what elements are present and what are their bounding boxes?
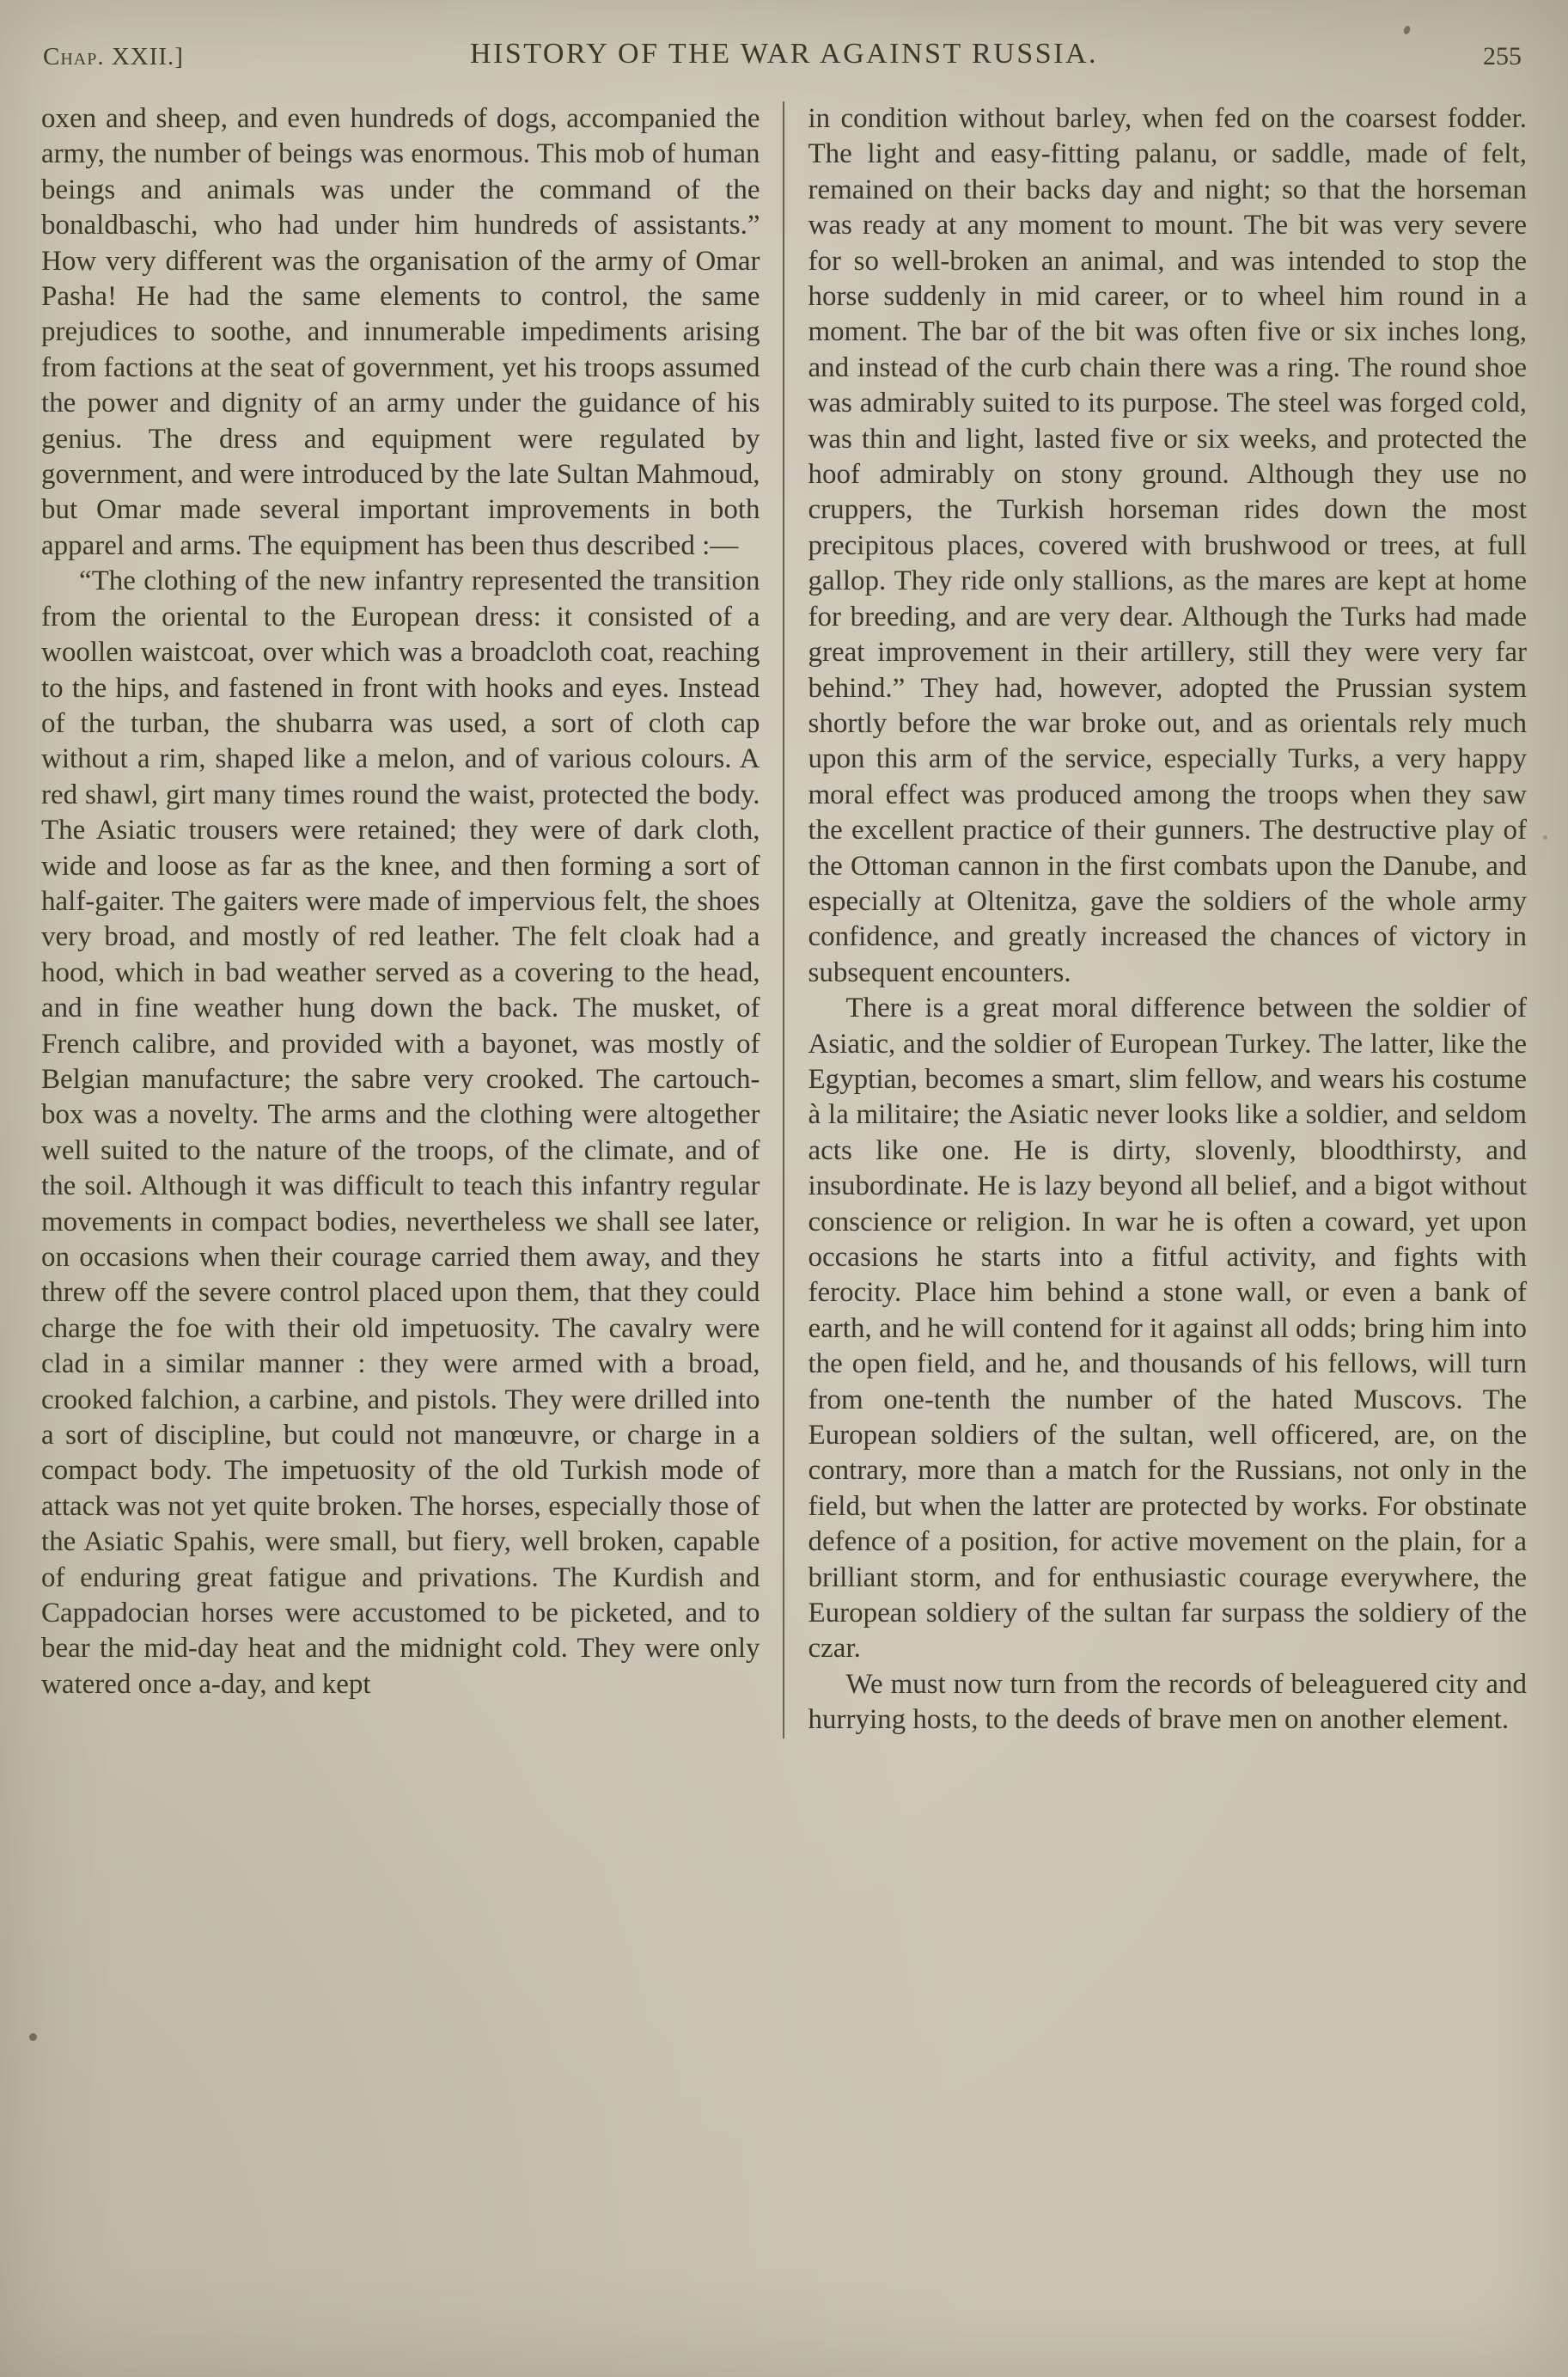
paragraph: There is a great moral difference between the soldier of Asiatic, and the soldier of European Turkey. The latter, like the Egyptian, becomes a smart, slim fellow, and wears his costume à la militaire; the Asiatic never looks like a soldier, and seldom acts like one. He is dirty, slovenly, bloodthirsty, and insubordinate. He is lazy beyond all belief, and a bigot without conscience or religion. In war he is often a coward, yet upon occasions he starts into a fitful activity, and fights with ferocity. Place him behind a stone wall, or even a bank of earth, and he will contend for it against all odds; bring him into the open field, and he, and thousands of his fellows, will turn from one-tenth the number of the hated Muscovs. The European soldiers of the sultan, well officered, are, on the contrary, more than a match for the Russians, not only in the field, but when the latter are protected by works. For obstinate defence of a position, for active movement on the plain, for a brilliant storm, and for enthusiastic courage everywhere, the European soldiery of the sultan far surpass the soldiery of the czar. [808,993,1527,1665]
scan-speck [1543,835,1547,840]
page-header [41,36,1527,76]
paragraph: “The clothing of the new infantry represented the transition from the oriental to the European dress: it consisted of a woollen waistcoat, over which was a broadcloth coat, reaching to the hips, and fastened in front with hooks and eyes. Instead of the turban, the shubarra was used, a sort of cloth cap without a rim, shaped like a melon, and of various colours. A red shawl, girt many times round the waist, protected the body. The Asiatic trousers were retained; they were of dark cloth, wide and loose as far as the knee, and then forming a sort of half-gaiter. The gaiters were made of impervious felt, the shoes very broad, and mostly of red leather. The felt cloak had a hood, which in bad weather served as a covering to the head, and in fine weather hung down the back. The musket, of French calibre, and provided with a bayonet, was mostly of Belgian manufacture; the sabre very crooked. The cartouch-box was a novelty. The arms and the clothing were altogether well suited to the nature of the troops, of the climate, and of the soil. Although it was difficult to teach this infantry regular movements in compact bodies, nevertheless we shall see later, on occasions when their courage carried them away, and they threw off the severe control placed upon them, that they could charge the foe with their old impetuosity. The cavalry were clad in a similar manner : they were armed with a broad, crooked falchion, a carbine, and pistols. They were drilled into a sort of discipline, but could not manœuvre, or charge in a compact body. The impetuosity of the old Turkish mode of attack was not yet quite broken. The horses, especially those of the Asiatic Spahis, were small, but fiery, well broken, capable of enduring great fatigue and privations. The Kurdish and Cappadocian horses were accustomed to be picketed, and to bear the mid-day heat and the midnight cold. They were only watered once a-day, and kept [41,565,760,1700]
paragraph-continuation: in condition without barley, when fed on the coarsest fodder. The light and easy-fitting palanu, or saddle, made of felt, remained on their backs day and night; so that the horseman was ready at any moment to mount. The bit was very severe for so well-broken an animal, and was intended to stop the horse suddenly in mid career, or to wheel him round in a moment. The bar of the bit was often five or six inches long, and instead of the curb chain there was a ring. The round shoe was admirably suited to its purpose. The steel was forged cold, was thin and light, lasted five or six weeks, and protected the hoof admirably on stony ground. Although they use no cruppers, the Turkish horseman rides down the most precipitous places, covered with brushwood or trees, at full gallop. They ride only stallions, as the mares are kept at home for breeding, and are very dear. Although the Turks had made great improvement in their artillery, still they were very far behind.” They had, however, adopted the Prussian system shortly before the war broke out, and as orientals rely much upon this arm of the service, especially Turks, a very happy moral effect was produced among the troops when they saw the excellent practice of their gunners. The destructive play of the Ottoman cannon in the first combats upon the Danube, and especially at Oltenitza, gave the soldiers of the whole army confidence, and greatly increased the chances of victory in subsequent encounters. [808,103,1527,988]
scan-speck [29,2033,37,2041]
scan-speck [1403,25,1412,35]
page-number: 255 [1483,42,1522,70]
chapter-label: Chap. XXII.] [43,43,184,70]
left-column [41,101,783,1738]
right-column [784,101,1528,1738]
paragraph: We must now turn from the records of beleaguered city and hurrying hosts, to the deeds of brave men on another element. [808,1668,1527,1736]
text-columns [41,101,1527,1738]
running-title: HISTORY OF THE WAR AGAINST RUSSIA. [469,38,1099,70]
paragraph-continuation: oxen and sheep, and even hundreds of dogs, accompanied the army, the number of beings was enormous. This mob of human beings and animals was under the command of the bonaldbaschi, who had under him hundreds of assistants.” How very different was the organisation of the army of Omar Pasha! He had the same elements to control, the same prejudices to soothe, and innumerable impediments arising from factions at the seat of government, yet his troops assumed the power and dignity of an army under the guidance of his genius. The dress and equipment were regulated by government, and were introduced by the late Sultan Mahmoud, but Omar made several important improvements in both apparel and arms. The equipment has been thus described :— [41,103,760,561]
